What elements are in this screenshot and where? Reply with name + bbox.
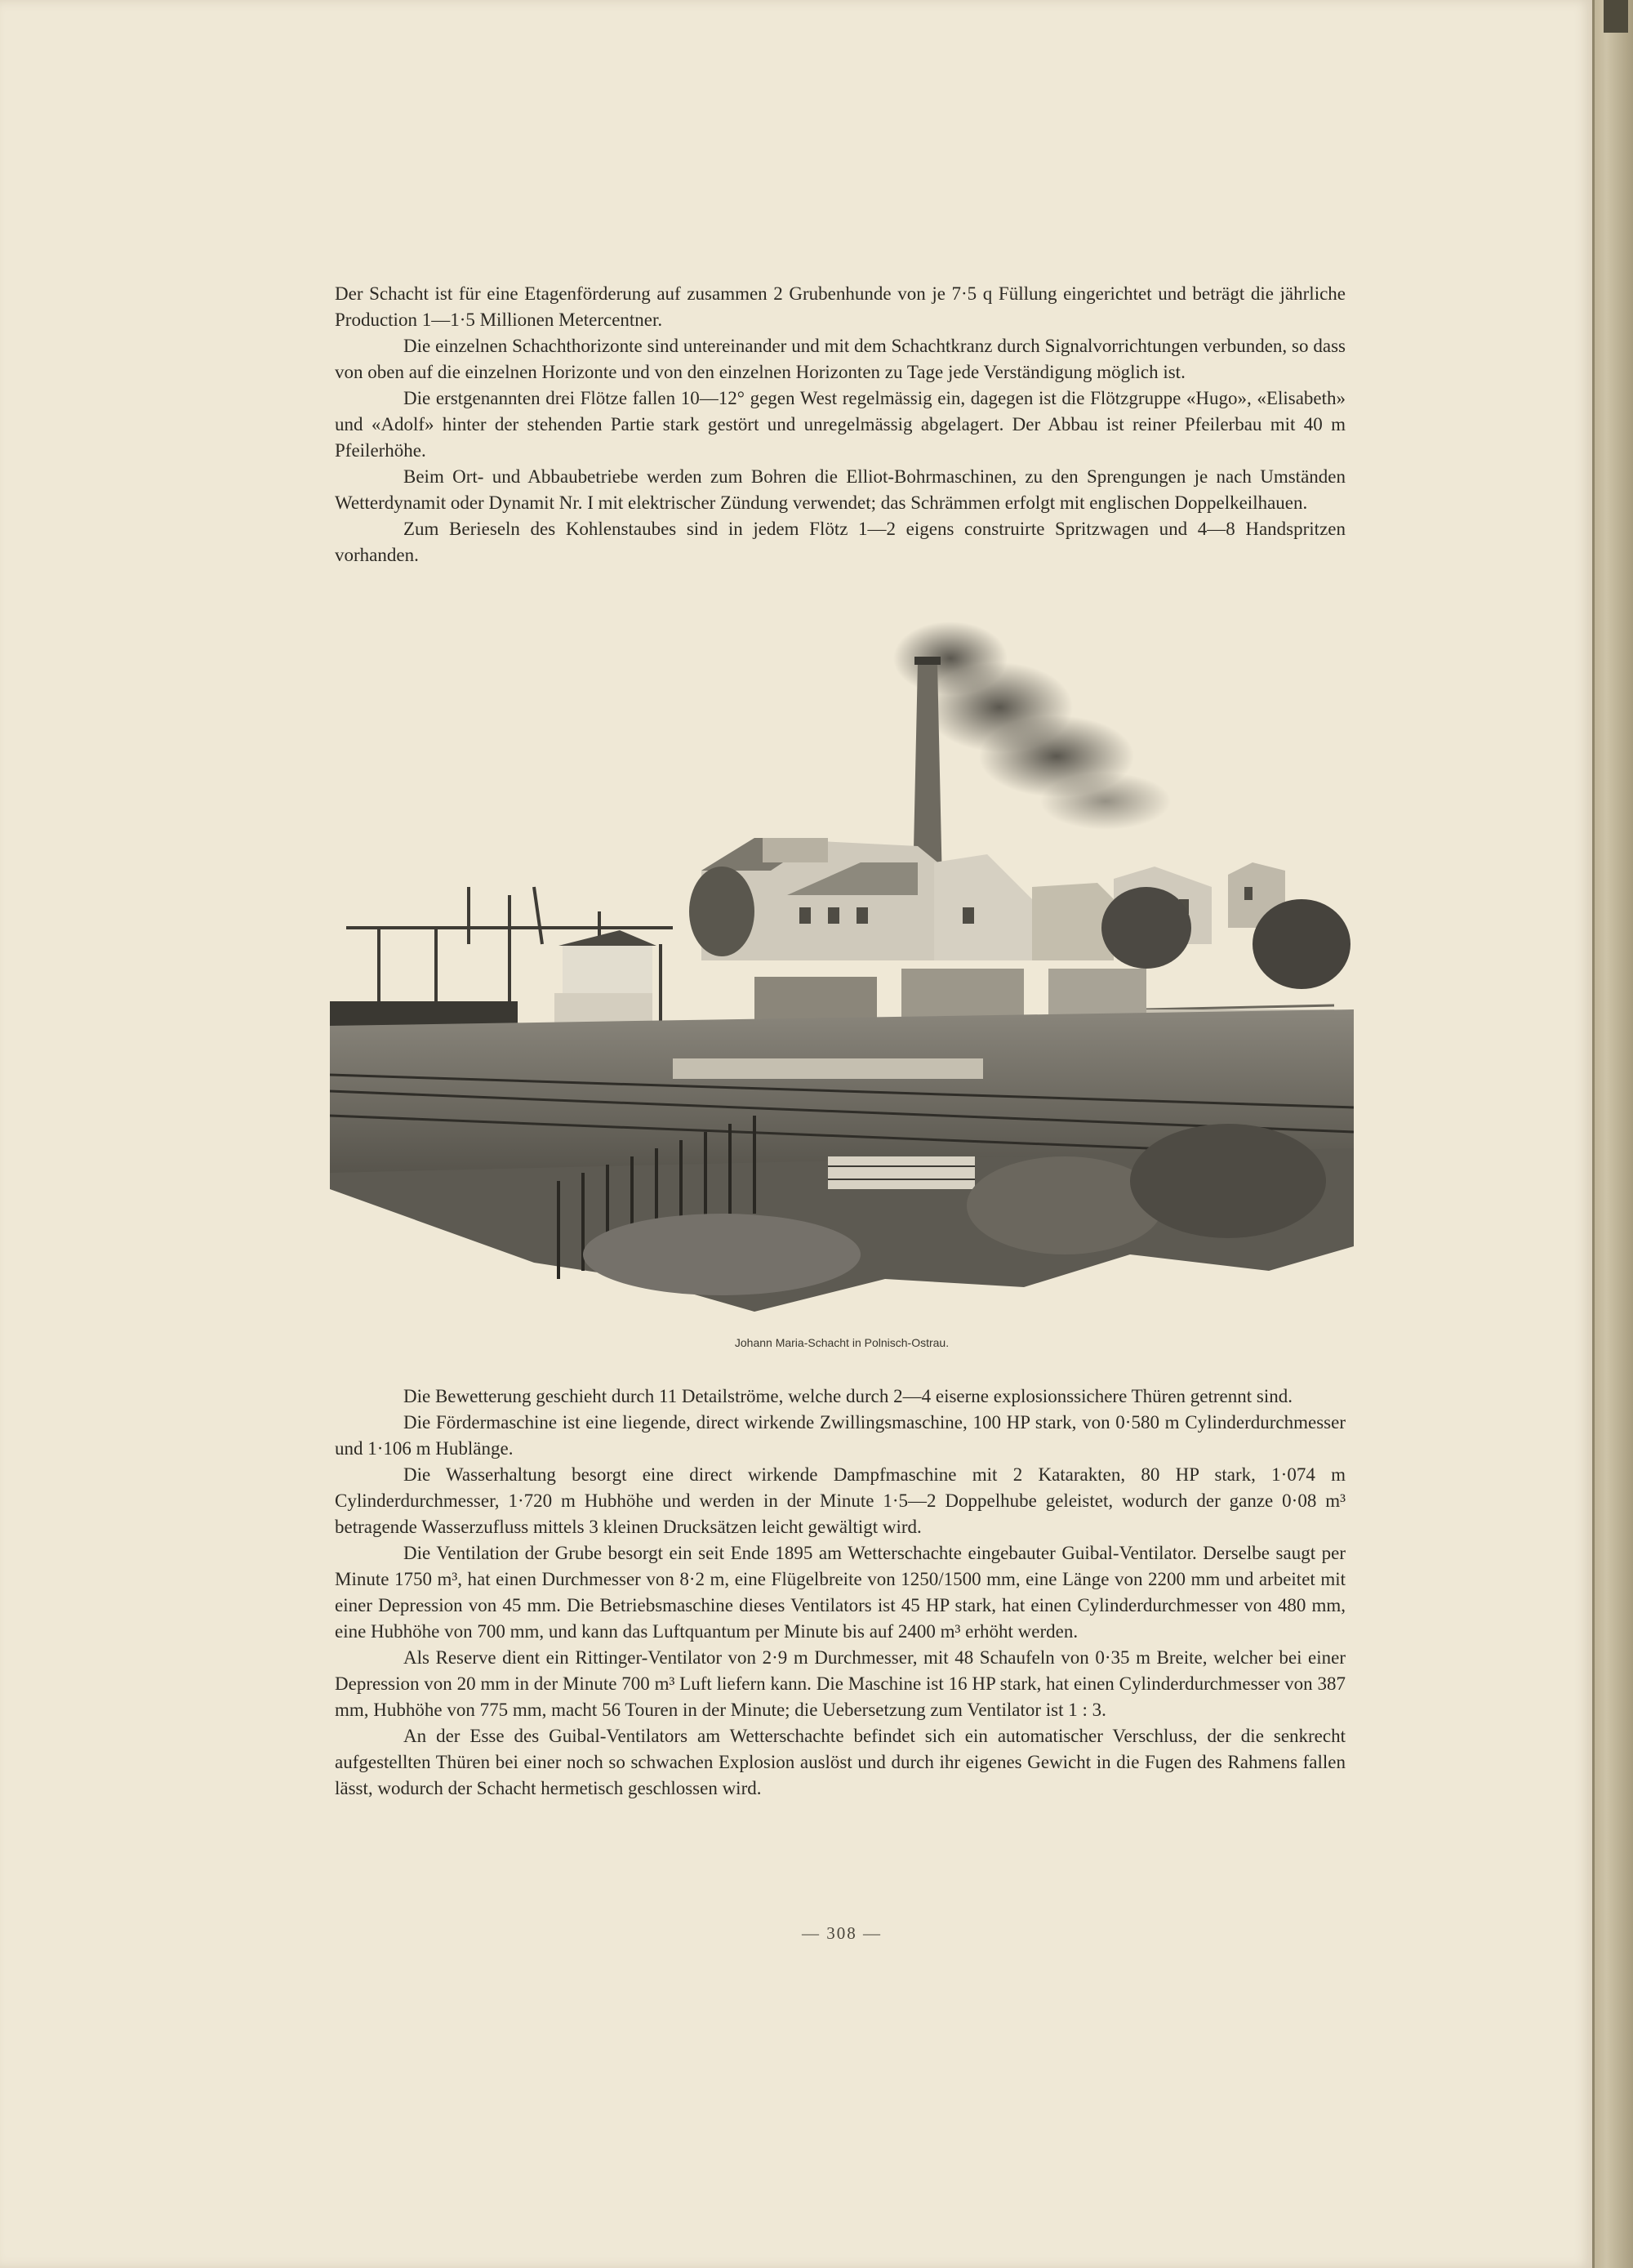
top-text-block — [335, 281, 1346, 568]
paragraph: Die erstgenannten drei Flötze fallen 10—12° gegen West regelmässig ein, dagegen ist die Flötzgruppe «Hugo», «Elisabeth» und «Adolf» hinter der stehenden Partie stark gestört und unregelmässig abgelagert. Der Abbau ist reiner Pfeilerbau mit 40 m Pfeilerhöhe. — [335, 388, 1346, 461]
paragraph: Beim Ort- und Abbaubetriebe werden zum Bohren die Elliot-Bohrmaschinen, zu den Sprengungen je nach Umständen Wetterdynamit oder Dynamit Nr. I mit elektrischer Zündung verwendet; das Schrämmen erfolgt mit englischen Doppelkeilhauen. — [335, 466, 1346, 513]
paragraph: Die Wasserhaltung besorgt eine direct wirkende Dampfmaschine mit 2 Katarakten, 80 HP stark, 1·074 m Cylinderdurchmesser, 1·720 m Hubhöhe und werden in der Minute 1·5—2 Doppelhube geleistet, wodurch der ganze 0·08 m³ betragende Wasserzufluss mittels 3 kleinen Drucksätzen leicht gewältigt wird. — [335, 1464, 1346, 1537]
paragraph: Die Bewetterung geschieht durch 11 Detailströme, welche durch 2—4 eiserne explosionssichere Thüren getrennt sind. — [403, 1386, 1293, 1406]
paragraph: Zum Berieseln des Kohlenstaubes sind in jedem Flötz 1—2 eigens construirte Spritzwagen und 4—8 Handspritzen vorhanden. — [335, 519, 1346, 565]
paragraph: Die Ventilation der Grube besorgt ein seit Ende 1895 am Wetterschachte eingebauter Guibal-Ventilator. Derselbe saugt per Minute 1750 m³, hat einen Durchmesser von 8·2 m, eine Flügelbreite von 1250/1500 mm, eine Länge von 2200 mm und arbeitet mit einer Depression von 45 mm. Die Betriebsmaschine dieses Ventilators ist 45 HP stark, hat einen Cylinderdurchmesser von 480 mm, eine Hubhöhe von 700 mm, und kann das Luftquantum per Minute bis auf 2400 m³ erhöht werden. — [335, 1543, 1346, 1642]
spine-mark — [1604, 0, 1628, 33]
mine-photograph — [330, 617, 1354, 1320]
paragraph: Der Schacht ist für eine Etagenförderung auf zusammen 2 Grubenhunde von je 7·5 q Füllung eingerichtet und beträgt die jährliche Production 1—1·5 Millionen Metercentner. — [335, 283, 1346, 330]
paragraph: Als Reserve dient ein Rittinger-Ventilator von 2·9 m Durchmesser, mit 48 Schaufeln von 0·35 m Breite, welcher bei einer Depression von 20 mm in der Minute 700 m³ Luft liefern kann. Die Maschine ist 16 HP stark, hat einen Cylinderdurchmesser von 387 mm, Hubhöhe von 775 mm, macht 56 Touren in der Minute; die Uebersetzung zum Ventilator ist 1 : 3. — [335, 1647, 1346, 1720]
paragraph: An der Esse des Guibal-Ventilators am Wetterschachte befindet sich ein automatischer Verschluss, der die senkrecht aufgestellten Thüren bei einer noch so schwachen Explosion auslöst und durch ihr eigenes Gewicht in die Fugen des Rahmens fallen lässt, wodurch der Schacht hermetisch geschlossen wird. — [335, 1726, 1346, 1798]
book-spine — [1592, 0, 1633, 2268]
bottom-text-block — [335, 1384, 1346, 1802]
photo-caption: Johann Maria-Schacht in Polnisch-Ostrau. — [734, 1336, 950, 1349]
paragraph: Die Fördermaschine ist eine liegende, direct wirkende Zwillingsmaschine, 100 HP stark, von 0·580 m Cylinderdurchmesser und 1·106 m Hublänge. — [335, 1412, 1346, 1459]
page-number: — 308 — — [802, 1923, 882, 1943]
paragraph: Die einzelnen Schachthorizonte sind untereinander und mit dem Schachtkranz durch Signalvorrichtungen verbunden, so dass von oben auf die einzelnen Horizonte und von den einzelnen Horizonten zu Tage jede Verständigung möglich ist. — [335, 336, 1346, 382]
